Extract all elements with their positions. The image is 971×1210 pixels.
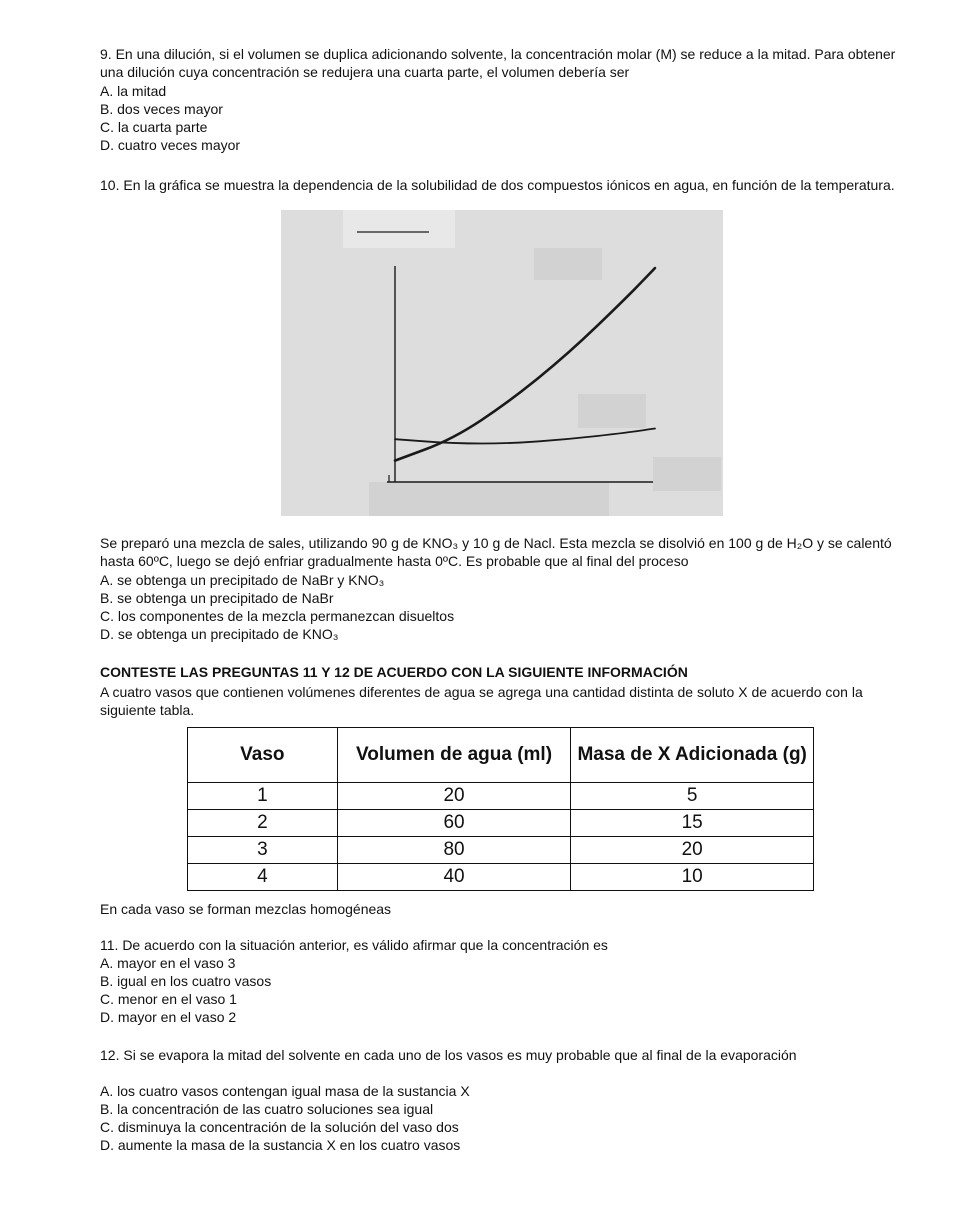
after-table-note: En cada vaso se forman mezclas homogéneas — [100, 901, 392, 917]
label-patch — [369, 482, 609, 516]
q11-option-b: B. igual en los cuatro vasos — [100, 973, 272, 989]
table-row — [188, 810, 814, 837]
q11-option-c: C. menor en el vaso 1 — [100, 991, 237, 1007]
table-cell: 20 — [571, 837, 814, 864]
table-cell: 5 — [571, 783, 814, 810]
table-cell: 20 — [337, 783, 571, 810]
q10-stem: 10. En la gráfica se muestra la dependencia de la solubilidad de dos compuestos iónicos en agua, en función de la temperatura. — [100, 177, 895, 193]
header-vaso: Vaso — [188, 728, 338, 783]
solubility-chart — [281, 210, 723, 516]
label-patch — [653, 457, 721, 491]
table-cell: 4 — [188, 864, 338, 891]
table-row — [188, 864, 814, 891]
header-masa: Masa de X Adicionada (g) — [571, 728, 814, 783]
q12-option-c: C. disminuya la concentración de la solución del vaso dos — [100, 1119, 459, 1135]
q10-option-c: C. los componentes de la mezcla permanezcan disueltos — [100, 608, 455, 624]
table-header-row — [188, 728, 814, 783]
label-patch — [578, 394, 646, 428]
q12-stem: 12. Si se evapora la mitad del solvente en cada uno de los vasos es muy probable que al final de la evaporación — [100, 1047, 797, 1063]
table-cell: 1 — [188, 783, 338, 810]
label-patch — [534, 248, 602, 280]
solute-table — [187, 727, 814, 891]
header-volumen: Volumen de agua (ml) — [337, 728, 571, 783]
table-cell: 2 — [188, 810, 338, 837]
q12-option-a: A. los cuatro vasos contengan igual masa de la sustancia X — [100, 1083, 470, 1099]
table-row — [188, 783, 814, 810]
label-patch — [343, 210, 455, 248]
q10-option-b: B. se obtenga un precipitado de NaBr — [100, 590, 334, 606]
q9-stem: 9. En una dilución, si el volumen se duplica adicionando solvente, la concentración molar (M) se reduce a la mitad. Para obtener una dilución cuya concentración se redujera una cuarta parte, el volumen debería ser — [100, 46, 896, 80]
solubility-chart-svg — [281, 210, 723, 516]
q12-option-b: B. la concentración de las cuatro soluciones sea igual — [100, 1101, 434, 1117]
q11-stem: 11. De acuerdo con la situación anterior, es válido afirmar que la concentración es — [100, 937, 608, 953]
q9-option-a: A. la mitad — [100, 83, 167, 99]
q9-option-c: C. la cuarta parte — [100, 119, 208, 135]
q12-option-d: D. aumente la masa de la sustancia X en los cuatro vasos — [100, 1137, 461, 1153]
q10-context: Se preparó una mezcla de sales, utilizando 90 g de KNO₃ y 10 g de Nacl. Esta mezcla se disolvió en 100 g de H₂O y se calentó hasta 60ºC, luego se dejó enfriar gradualmente hasta 0ºC. Es probable que al final del proceso — [100, 535, 892, 569]
q10-option-a: A. se obtenga un precipitado de NaBr y KNO₃ — [100, 572, 385, 588]
q10-option-d: D. se obtenga un precipitado de KNO₃ — [100, 626, 339, 642]
table-cell: 80 — [337, 837, 571, 864]
q9-option-b: B. dos veces mayor — [100, 101, 223, 117]
table-row — [188, 837, 814, 864]
table-cell: 3 — [188, 837, 338, 864]
section-heading: CONTESTE LAS PREGUNTAS 11 Y 12 DE ACUERDO CON LA SIGUIENTE INFORMACIÓN — [100, 664, 688, 680]
q9-option-d: D. cuatro veces mayor — [100, 137, 241, 153]
table-cell: 15 — [571, 810, 814, 837]
table-cell: 60 — [337, 810, 571, 837]
section-intro: A cuatro vasos que contienen volúmenes diferentes de agua se agrega una cantidad distinta de soluto X de acuerdo con la siguiente tabla. — [100, 684, 863, 718]
table-cell: 10 — [571, 864, 814, 891]
table-cell: 40 — [337, 864, 571, 891]
q11-option-d: D. mayor en el vaso 2 — [100, 1009, 237, 1025]
q11-option-a: A. mayor en el vaso 3 — [100, 955, 236, 971]
